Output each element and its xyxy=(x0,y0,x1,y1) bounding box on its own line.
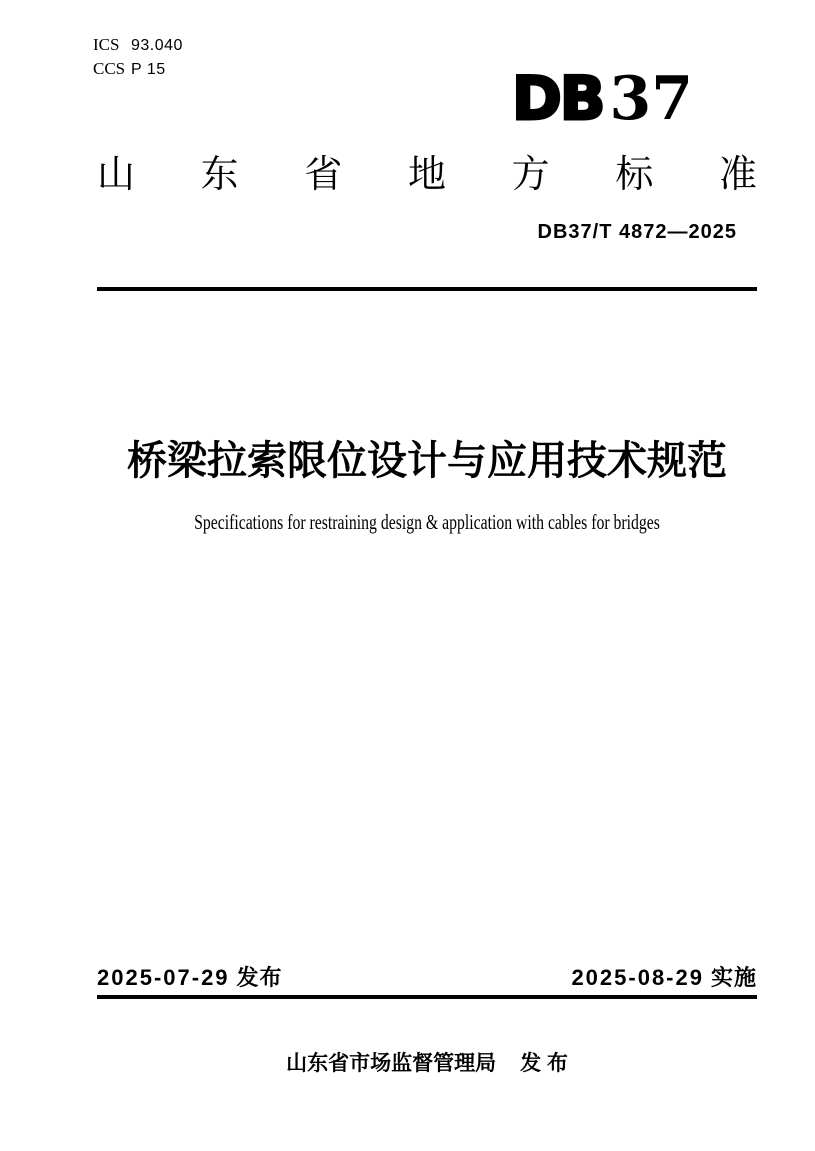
db-logo-mark: DB xyxy=(512,64,604,134)
footer-rule xyxy=(97,995,757,999)
issue-date: 2025-07-29 xyxy=(97,965,230,990)
db37-logo xyxy=(512,64,694,134)
implement-date-group xyxy=(571,965,757,991)
ccs-label: CCS xyxy=(93,59,126,78)
standard-type-title: 山东省地方标准 xyxy=(97,154,757,196)
header-rule xyxy=(97,287,757,291)
publish-label: 发 布 xyxy=(520,1052,568,1075)
issue-label: 发布 xyxy=(236,965,283,990)
issue-date-group xyxy=(97,965,283,991)
classification-codes xyxy=(93,33,183,81)
publisher-row xyxy=(97,1051,757,1076)
document-title-chinese: 桥梁拉索限位设计与应用技术规范 xyxy=(127,439,727,483)
dates-row xyxy=(97,965,757,991)
ics-label: ICS xyxy=(93,35,120,54)
implement-label: 实施 xyxy=(710,965,757,990)
document-title-english: Specifications for restraining design & application with cables for bridges xyxy=(194,510,660,534)
implement-date: 2025-08-29 xyxy=(571,965,704,990)
publisher-name: 山东省市场监督管理局 xyxy=(286,1052,497,1075)
db-logo-region-code: 37 xyxy=(609,64,694,134)
ccs-code-row xyxy=(93,57,183,81)
standard-number: DB37/T 4872—2025 xyxy=(537,221,737,243)
ics-value: 93.040 xyxy=(131,37,183,54)
ics-code-row xyxy=(93,33,183,57)
ccs-value: P 15 xyxy=(131,61,166,78)
